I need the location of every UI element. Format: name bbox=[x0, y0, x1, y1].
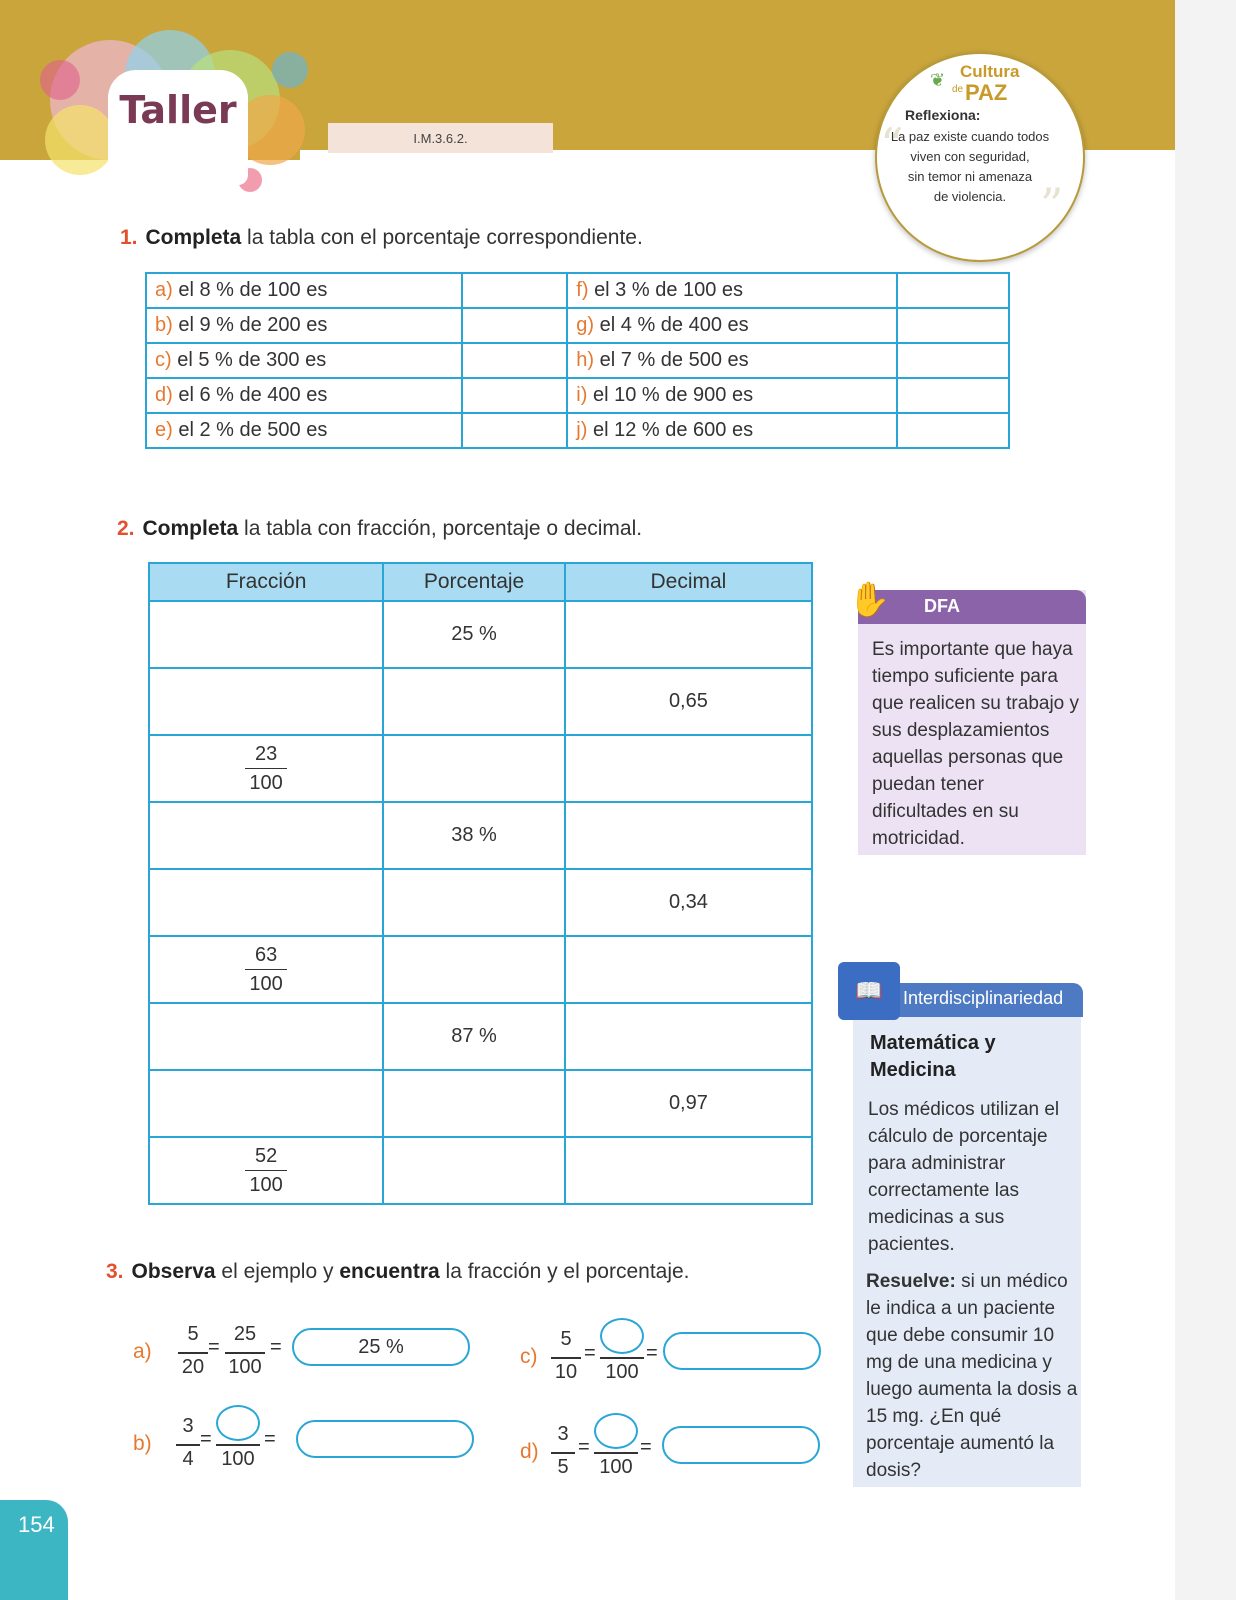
table-cell bbox=[146, 308, 462, 343]
fraction-bar bbox=[551, 1357, 581, 1359]
exercise-number: 2. bbox=[117, 517, 135, 540]
table-row bbox=[146, 413, 1009, 448]
table-cell bbox=[146, 273, 462, 308]
answer-cell[interactable] bbox=[462, 308, 567, 343]
fraction-answer-cell[interactable] bbox=[149, 668, 383, 735]
item-b-numerator-input[interactable] bbox=[216, 1405, 260, 1441]
item-c-denominator-2: 100 bbox=[605, 1361, 639, 1383]
instruction-verb: Completa bbox=[145, 226, 242, 249]
paz-line: sin temor ni amenaza bbox=[907, 169, 1033, 184]
fraction-answer-cell[interactable] bbox=[149, 802, 383, 869]
item-a-letter: a) bbox=[133, 1340, 152, 1363]
item-text: el 2 % de 500 es bbox=[178, 419, 328, 441]
header-decimal: Decimal bbox=[565, 563, 812, 601]
item-text: el 12 % de 600 es bbox=[592, 419, 754, 441]
quote-open-icon: “ bbox=[880, 118, 904, 172]
equals-sign: = bbox=[208, 1336, 220, 1358]
table-cell bbox=[146, 378, 462, 413]
numerator: 23 bbox=[245, 740, 286, 769]
answer-cell[interactable] bbox=[462, 413, 567, 448]
item-text: el 8 % de 100 es bbox=[178, 279, 328, 301]
item-text: el 7 % de 500 es bbox=[599, 349, 749, 371]
table-row bbox=[146, 378, 1009, 413]
table-row bbox=[149, 601, 812, 668]
decimal-cell: 0,97 bbox=[565, 1070, 812, 1137]
answer-cell[interactable] bbox=[462, 378, 567, 413]
item-a-answer: 25 % bbox=[292, 1328, 470, 1366]
exercise-number: 1. bbox=[120, 226, 138, 249]
item-b-denominator-2: 100 bbox=[221, 1448, 255, 1470]
percentage-answer-cell[interactable] bbox=[383, 1137, 565, 1204]
table-row bbox=[149, 1003, 812, 1070]
item-a-numerator-2: 25 bbox=[233, 1323, 257, 1345]
percentage-cell: 87 % bbox=[383, 1003, 565, 1070]
denominator: 100 bbox=[249, 1174, 283, 1196]
exercise-2-instruction bbox=[117, 517, 642, 541]
fraction-bar bbox=[551, 1452, 575, 1454]
table-row bbox=[149, 1070, 812, 1137]
table-row bbox=[146, 308, 1009, 343]
dfa-label: DFA bbox=[924, 596, 960, 616]
item-text: el 4 % de 400 es bbox=[599, 314, 749, 336]
decimal-cell: 0,34 bbox=[565, 869, 812, 936]
percentage-answer-cell[interactable] bbox=[383, 869, 565, 936]
item-letter: d) bbox=[155, 384, 173, 406]
item-c-numerator-input[interactable] bbox=[600, 1318, 644, 1354]
item-d-letter: d) bbox=[520, 1440, 539, 1463]
decimal-cell: 0,65 bbox=[565, 668, 812, 735]
fraction-bar bbox=[594, 1452, 638, 1454]
instruction-verb: Completa bbox=[142, 517, 239, 540]
item-letter: c) bbox=[155, 349, 172, 371]
paz-title-paz: PAZ bbox=[965, 80, 1008, 105]
instruction-verb: Observa bbox=[131, 1260, 216, 1283]
item-b-letter: b) bbox=[133, 1432, 152, 1455]
percentage-answer-cell[interactable] bbox=[383, 936, 565, 1003]
item-letter: j) bbox=[576, 419, 588, 441]
item-d-denominator: 5 bbox=[557, 1456, 569, 1478]
table-cell bbox=[146, 413, 462, 448]
fraction bbox=[245, 740, 286, 797]
page-title: Taller bbox=[119, 88, 237, 132]
decimal-answer-cell[interactable] bbox=[565, 936, 812, 1003]
item-c-numerator: 5 bbox=[560, 1328, 572, 1350]
table-cell bbox=[567, 378, 896, 413]
resuelve-text: si un médico le indica a un paciente que debe consumir 10 mg de una medicina y luego aumenta la dosis a 15 mg. ¿En qué porcentaje aumentó la dosis? bbox=[866, 1271, 1078, 1481]
item-b-denominator: 4 bbox=[182, 1448, 194, 1470]
fraction-answer-cell[interactable] bbox=[149, 601, 383, 668]
paz-title-de: de bbox=[952, 84, 964, 95]
item-text: el 10 % de 900 es bbox=[592, 384, 754, 406]
fraction-answer-cell[interactable] bbox=[149, 1070, 383, 1137]
item-c-letter: c) bbox=[520, 1345, 538, 1368]
percentage-cell: 38 % bbox=[383, 802, 565, 869]
table-cell bbox=[567, 273, 896, 308]
table-row bbox=[146, 273, 1009, 308]
percentage-table bbox=[145, 272, 1010, 449]
equals-sign: = bbox=[264, 1428, 276, 1450]
answer-cell[interactable] bbox=[897, 273, 1009, 308]
equals-sign: = bbox=[584, 1342, 596, 1364]
answer-cell[interactable] bbox=[897, 413, 1009, 448]
instruction-text: el ejemplo y bbox=[221, 1260, 334, 1283]
table-row bbox=[146, 343, 1009, 378]
item-text: el 6 % de 400 es bbox=[178, 384, 328, 406]
denominator: 100 bbox=[249, 973, 283, 995]
olive-branch-icon: ❦ bbox=[930, 70, 946, 90]
item-text: el 3 % de 100 es bbox=[594, 279, 744, 301]
item-text: el 9 % de 200 es bbox=[178, 314, 328, 336]
item-d-answer-input[interactable] bbox=[662, 1426, 820, 1464]
item-b-numerator: 3 bbox=[182, 1415, 194, 1437]
table-cell bbox=[567, 308, 896, 343]
equals-sign: = bbox=[200, 1428, 212, 1450]
fraction-bar bbox=[600, 1357, 644, 1359]
exercise-3-instruction bbox=[106, 1260, 690, 1284]
numerator: 63 bbox=[245, 941, 286, 970]
item-d-numerator-input[interactable] bbox=[594, 1413, 638, 1449]
item-b-answer-input[interactable] bbox=[296, 1420, 474, 1458]
answer-cell[interactable] bbox=[897, 378, 1009, 413]
paz-line: La paz existe cuando todos bbox=[890, 129, 1050, 144]
splash-blob bbox=[45, 105, 115, 175]
equals-sign: = bbox=[578, 1436, 590, 1458]
item-letter: h) bbox=[576, 349, 595, 371]
fraction-answer-cell[interactable] bbox=[149, 869, 383, 936]
item-a-denominator-1: 20 bbox=[181, 1356, 205, 1378]
fraction-bar bbox=[176, 1444, 200, 1446]
table-row bbox=[149, 869, 812, 936]
item-d-denominator-2: 100 bbox=[599, 1456, 633, 1478]
item-c-answer-input[interactable] bbox=[663, 1332, 821, 1370]
table-cell bbox=[146, 343, 462, 378]
instruction-text: la tabla con fracción, porcentaje o decimal. bbox=[244, 517, 643, 540]
fraction-cell bbox=[149, 936, 383, 1003]
fraction-cell bbox=[149, 735, 383, 802]
answer-cell[interactable] bbox=[897, 343, 1009, 378]
item-d-numerator: 3 bbox=[557, 1423, 569, 1445]
equals-sign: = bbox=[640, 1436, 652, 1458]
resuelve-problem bbox=[866, 1268, 1078, 1484]
skill-code: I.M.3.6.2. bbox=[328, 123, 553, 153]
exercise-1-instruction bbox=[120, 226, 643, 250]
table-row bbox=[149, 802, 812, 869]
page-number: 154 bbox=[18, 1512, 55, 1537]
answer-cell[interactable] bbox=[462, 343, 567, 378]
table-row bbox=[149, 668, 812, 735]
item-letter: f) bbox=[576, 279, 589, 301]
interdisciplinary-label: Interdisciplinariedad bbox=[903, 988, 1064, 1008]
hand-icon: ✋ bbox=[848, 581, 891, 619]
item-letter: e) bbox=[155, 419, 173, 441]
header-porcentaje: Porcentaje bbox=[383, 563, 565, 601]
fraction-bar bbox=[216, 1444, 260, 1446]
conversion-table bbox=[148, 562, 813, 1205]
quote-close-icon: ” bbox=[1040, 178, 1064, 232]
decimal-answer-cell[interactable] bbox=[565, 735, 812, 802]
dfa-text: Es importante que haya tiempo suficiente para que realicen su trabajo y sus desplazamientos aquellas personas que puedan tener dificultades en su motricidad. bbox=[872, 639, 1080, 849]
item-letter: i) bbox=[576, 384, 588, 406]
splash-blob bbox=[40, 60, 80, 100]
page-margin bbox=[1175, 0, 1236, 1600]
interdisciplinary-title: Matemática y Medicina bbox=[870, 1032, 996, 1081]
instruction-text: la tabla con el porcentaje correspondiente. bbox=[247, 226, 643, 249]
numerator: 52 bbox=[245, 1142, 286, 1171]
equals-sign: = bbox=[646, 1342, 658, 1364]
book-mascot-icon: 📖 bbox=[838, 962, 900, 1020]
answer-cell[interactable] bbox=[462, 273, 567, 308]
table-cell bbox=[567, 413, 896, 448]
table-row bbox=[149, 1137, 812, 1204]
splash-blob bbox=[272, 52, 308, 88]
instruction-verb: encuentra bbox=[339, 1260, 440, 1283]
paz-text bbox=[890, 127, 1050, 207]
equals-sign: = bbox=[270, 1336, 282, 1358]
resuelve-label: Resuelve: bbox=[866, 1271, 956, 1292]
item-letter: g) bbox=[576, 314, 595, 336]
item-a-denominator-2: 100 bbox=[228, 1356, 262, 1378]
header-fraccion: Fracción bbox=[149, 563, 383, 601]
decimal-answer-cell[interactable] bbox=[565, 1003, 812, 1070]
paz-line: de violencia. bbox=[933, 189, 1007, 204]
decimal-answer-cell[interactable] bbox=[565, 802, 812, 869]
fraction bbox=[245, 941, 286, 998]
denominator: 100 bbox=[249, 772, 283, 794]
paz-title-cultura: Cultura bbox=[960, 62, 1020, 81]
item-a-numerator-1: 5 bbox=[187, 1323, 199, 1345]
decimal-answer-cell[interactable] bbox=[565, 1137, 812, 1204]
fraction-answer-cell[interactable] bbox=[149, 1003, 383, 1070]
percentage-answer-cell[interactable] bbox=[383, 1070, 565, 1137]
paz-line: viven con seguridad, bbox=[910, 149, 1030, 164]
table-row bbox=[149, 735, 812, 802]
answer-cell[interactable] bbox=[897, 308, 1009, 343]
item-text: el 5 % de 300 es bbox=[177, 349, 327, 371]
percentage-answer-cell[interactable] bbox=[383, 735, 565, 802]
dfa-header bbox=[858, 590, 1086, 624]
percentage-cell: 25 % bbox=[383, 601, 565, 668]
instruction-text: la fracción y el porcentaje. bbox=[445, 1260, 690, 1283]
table-cell bbox=[567, 343, 896, 378]
interdisciplinary-text: Los médicos utilizan el cálculo de porcentaje para administrar correctamente las medicinas a sus pacientes. bbox=[868, 1099, 1060, 1255]
item-c-denominator: 10 bbox=[554, 1361, 578, 1383]
item-letter: b) bbox=[155, 314, 173, 336]
table-row bbox=[149, 936, 812, 1003]
table-header-row bbox=[149, 563, 812, 601]
fraction-bar bbox=[225, 1352, 265, 1354]
exercise-number: 3. bbox=[106, 1260, 124, 1283]
fraction-bar bbox=[178, 1352, 208, 1354]
percentage-answer-cell[interactable] bbox=[383, 668, 565, 735]
fraction bbox=[245, 1142, 286, 1199]
paz-reflexiona-label: Reflexiona: bbox=[905, 107, 981, 123]
fraction-cell bbox=[149, 1137, 383, 1204]
decimal-answer-cell[interactable] bbox=[565, 601, 812, 668]
item-letter: a) bbox=[155, 279, 173, 301]
